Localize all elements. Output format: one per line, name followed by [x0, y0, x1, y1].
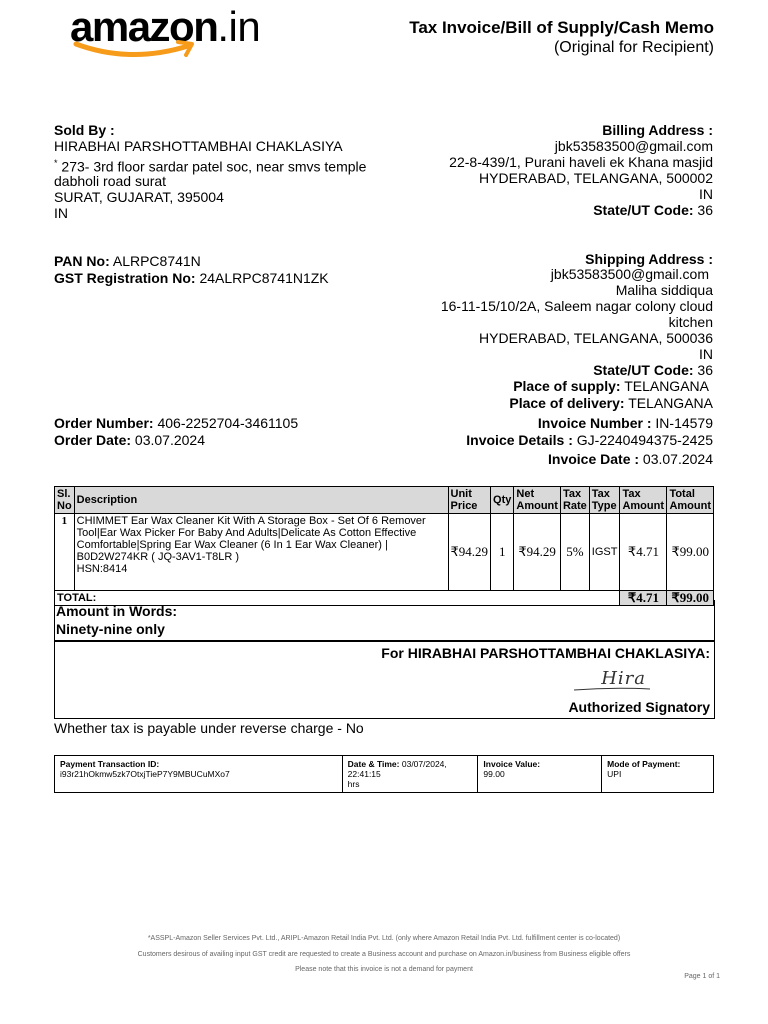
shipping-line3: HYDERABAD, TELANGANA, 500036	[479, 330, 713, 346]
seller-address-line3: SURAT, GUJARAT, 395004	[54, 189, 224, 205]
footer-line3: Please note that this invoice is not a demand for payment	[295, 966, 473, 973]
row-description-text: CHIMMET Ear Wax Cleaner Kit With A Storage Box - Set Of 6 Remover Tool|Ear Wax Picker For Baby And Adults|Delicate As Cotton Effective Comfortable|Spring Ear Wax Cleaner (6 In 1 Ear Wax Cleaner) | B0D2W274KR ( JQ-3AV1-T8LR )	[76, 515, 426, 563]
invoice-number-value: IN-14579	[655, 415, 713, 431]
shipping-line2: kitchen	[668, 314, 713, 330]
payment-value-value: 99.00	[483, 769, 505, 779]
shipping-state-value: 36	[697, 362, 713, 378]
pan-label: PAN No:	[54, 253, 110, 269]
signatory-box	[54, 641, 715, 719]
payment-row	[55, 756, 714, 793]
invoice-date-label: Invoice Date :	[548, 451, 640, 467]
order-date	[54, 432, 205, 448]
row-hsn: HSN:8414	[76, 563, 128, 575]
header-tax-type: Tax Type	[589, 487, 620, 514]
payment-mode-value: UPI	[607, 769, 622, 779]
row-total-amount: ₹99.00	[667, 514, 714, 591]
reverse-charge-note: Whether tax is payable under reverse charge - No	[54, 720, 364, 736]
payment-datetime-value: 03/07/2024, 22:41:15	[347, 759, 447, 779]
document-title: Tax Invoice/Bill of Supply/Cash Memo	[409, 18, 714, 37]
row-description	[74, 514, 448, 591]
payment-datetime-cell	[342, 756, 478, 793]
header-sl-no: Sl. No	[55, 487, 75, 514]
row-sl-no: 1	[55, 514, 75, 591]
smile-arrow-icon	[70, 38, 210, 60]
gst-value: 24ALRPC8741N1ZK	[199, 270, 329, 286]
shipping-country: IN	[699, 346, 713, 362]
payment-value-cell	[478, 756, 602, 793]
payment-value-label: Invoice Value:	[483, 759, 541, 769]
billing-email: jbk53583500@gmail.com	[554, 138, 713, 154]
header-net-amount: Net Amount	[514, 487, 561, 514]
gst-label: GST Registration No:	[54, 270, 196, 286]
billing-line2: HYDERABAD, TELANGANA, 500002	[479, 170, 713, 186]
order-number-label: Order Number:	[54, 415, 154, 431]
place-of-delivery	[509, 395, 713, 411]
shipping-state-label: State/UT Code:	[593, 362, 694, 378]
invoice-details-label: Invoice Details :	[466, 432, 573, 448]
shipping-name: Maliha siddiqua	[615, 282, 713, 298]
header-tax-rate: Tax Rate	[560, 487, 589, 514]
pan-number	[54, 253, 201, 269]
total-label: TOTAL:	[55, 591, 620, 606]
seller-address-line1	[54, 155, 366, 175]
signatory-for-label: For HIRABHAI PARSHOTTAMBHAI CHAKLASIYA:	[381, 645, 710, 661]
sold-by-label: Sold By :	[54, 122, 115, 138]
delivery-value: TELANGANA	[628, 395, 713, 411]
signature: Hira	[601, 668, 646, 689]
page-number: Page 1 of 1	[684, 973, 720, 980]
order-number-value: 406-2252704-3461105	[157, 415, 299, 431]
payment-mode-label: Mode of Payment:	[607, 759, 681, 769]
seller-asterisk: *	[54, 158, 58, 168]
shipping-address-label: Shipping Address :	[585, 251, 713, 267]
invoice-date-value: 03.07.2024	[642, 451, 713, 467]
document-subtitle: (Original for Recipient)	[553, 39, 714, 56]
amazon-logo	[70, 2, 285, 62]
order-number	[54, 415, 298, 431]
invoice-number	[538, 415, 713, 431]
shipping-email: jbk53583500@gmail.com	[550, 266, 709, 282]
payment-datetime-label: Date & Time:	[347, 759, 400, 769]
payment-mode-cell	[602, 756, 714, 793]
row-tax-amount: ₹4.71	[620, 514, 667, 591]
table-row	[55, 514, 714, 591]
invoice-details-value: GJ-2240494375-2425	[576, 432, 713, 448]
total-amount: ₹99.00	[667, 591, 714, 606]
payment-txn-value: i93r21hOkmw5zk7OtxjTieP7Y9MBUCuMXo7	[60, 769, 230, 779]
payment-txn-label: Payment Transaction ID:	[60, 759, 160, 769]
footer-line1: *ASSPL-Amazon Seller Services Pvt. Ltd., ARIPL-Amazon Retail India Pvt. Ltd. (only where Amazon Retail India Pvt. Ltd. fulfillment center is co-located)	[147, 935, 621, 942]
shipping-state	[593, 362, 713, 378]
amount-in-words-label: Amount in Words:	[56, 603, 178, 619]
header-tax-amount: Tax Amount	[620, 487, 667, 514]
billing-state	[593, 202, 713, 218]
authorized-signatory-label: Authorized Signatory	[568, 699, 710, 715]
amount-in-words-box	[54, 600, 715, 641]
logo-suffix-text: .in	[217, 3, 261, 50]
amount-in-words-value: Ninety-nine only	[56, 621, 165, 637]
invoice-date	[548, 451, 713, 467]
row-tax-rate: 5%	[560, 514, 589, 591]
row-tax-type: IGST	[589, 514, 620, 591]
invoice-details	[466, 432, 713, 448]
seller-address-line1-text: 273- 3rd floor sardar patel soc, near smvs temple	[61, 158, 367, 175]
seller-country: IN	[54, 205, 68, 221]
supply-value: TELANGANA	[624, 378, 709, 394]
row-net-amount: ₹94.29	[514, 514, 561, 591]
footer-line2: Customers desirous of availing input GST credit are requested to create a Business account and purchase on Amazon.in/business from Business eligible offers	[137, 951, 631, 958]
gst-number	[54, 270, 329, 286]
place-of-supply	[513, 378, 709, 394]
header-description: Description	[74, 487, 448, 514]
header-qty: Qty	[491, 487, 514, 514]
supply-label: Place of supply:	[513, 378, 621, 394]
billing-address-label: Billing Address :	[602, 122, 713, 138]
header-unit-price: Unit Price	[448, 487, 491, 514]
signature-underline	[572, 686, 652, 692]
table-header-row	[55, 487, 714, 514]
seller-address-line2: dabholi road surat	[54, 173, 167, 189]
payment-datetime-suffix: hrs	[347, 779, 360, 789]
pan-value: ALRPC8741N	[112, 253, 201, 269]
items-table	[54, 486, 714, 606]
row-qty: 1	[491, 514, 514, 591]
invoice-number-label: Invoice Number :	[537, 415, 652, 431]
shipping-line1: 16-11-15/10/2A, Saleem nagar colony cloud	[440, 298, 713, 314]
order-date-value: 03.07.2024	[134, 432, 205, 448]
header-total-amount: Total Amount	[667, 487, 714, 514]
payment-table	[54, 755, 714, 793]
billing-state-label: State/UT Code:	[593, 202, 694, 218]
logo-main-text: amazon	[70, 3, 218, 50]
seller-name: HIRABHAI PARSHOTTAMBHAI CHAKLASIYA	[54, 138, 343, 154]
billing-state-value: 36	[697, 202, 713, 218]
payment-transaction-cell	[55, 756, 343, 793]
order-date-label: Order Date:	[54, 432, 132, 448]
billing-country: IN	[699, 186, 713, 202]
row-unit-price: ₹94.29	[448, 514, 491, 591]
billing-line1: 22-8-439/1, Purani haveli ek Khana masjid	[449, 154, 713, 170]
delivery-label: Place of delivery:	[509, 395, 625, 411]
total-tax-amount: ₹4.71	[620, 591, 667, 606]
